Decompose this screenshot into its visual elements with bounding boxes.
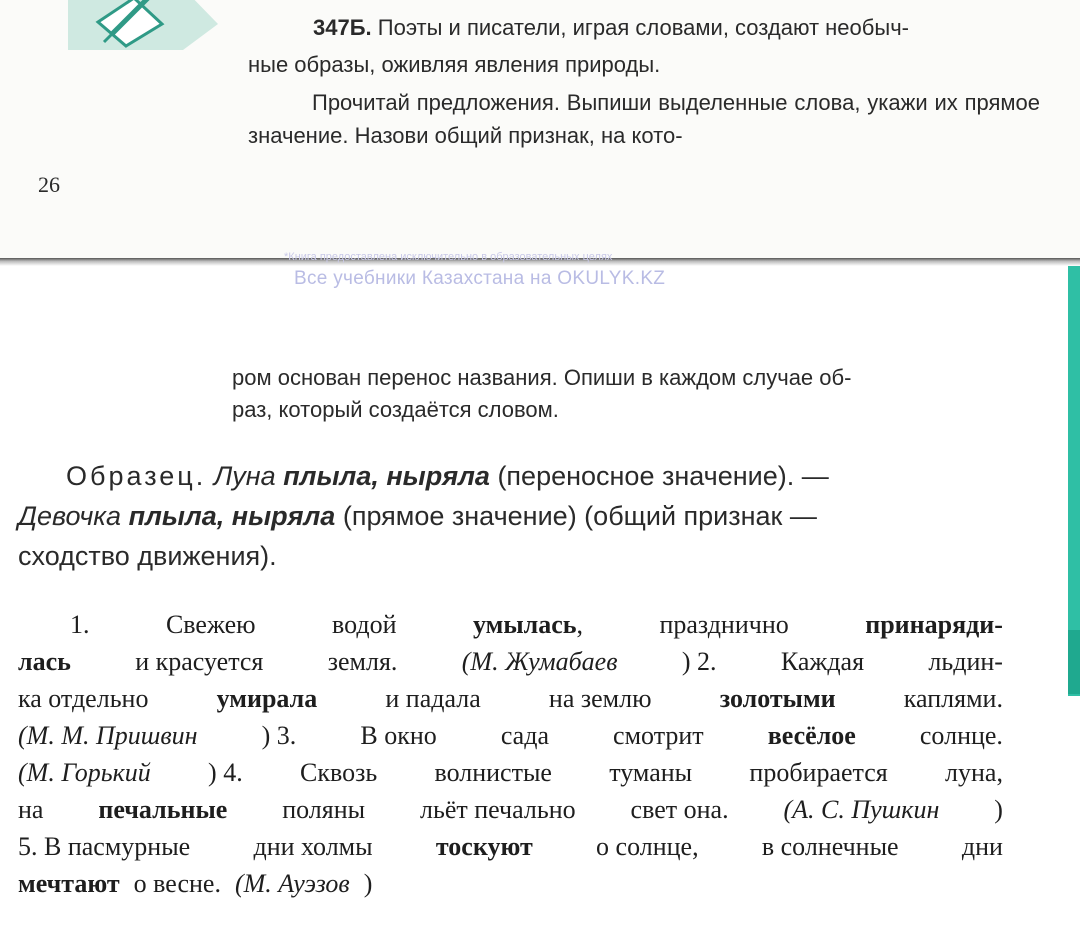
text-span: дни <box>961 832 1003 861</box>
sample-line-2 <box>18 496 1018 536</box>
text-span: солнце. <box>919 721 1003 750</box>
sample-rest-2: (прямое значение) (общий признак — <box>342 501 817 531</box>
bold-word: умирала <box>216 684 318 713</box>
text-span: 1. <box>70 610 90 639</box>
page-number: 26 <box>38 172 60 197</box>
watermark-link[interactable]: Все учебники Казахстана на OKULYK.KZ <box>294 268 666 289</box>
pencil-badge-icon <box>68 0 218 50</box>
text-span: льдин- <box>928 647 1003 676</box>
continuation-line-2: раз, который создаётся словом. <box>232 397 559 422</box>
bold-word: принаряди- <box>865 610 1003 639</box>
watermark-small: *Книга предоставлена исключительно в образовательных целях <box>284 251 613 263</box>
text-span: на землю <box>548 684 652 713</box>
sentence-line <box>18 717 1003 754</box>
continuation-text <box>232 362 1022 426</box>
text-span: луна, <box>945 758 1003 787</box>
text-span: В окно <box>360 721 437 750</box>
text-span: ) 4. <box>208 758 243 787</box>
sentence-line <box>18 680 1003 717</box>
text-span: о солнце, <box>596 832 699 861</box>
sentence-line <box>18 606 1003 643</box>
text-span: на <box>18 795 44 824</box>
sentence-line <box>18 865 1003 902</box>
bold-word: тоскуют <box>435 832 533 861</box>
previous-page <box>0 0 1080 262</box>
text-span <box>473 606 583 643</box>
text-span: водой <box>332 610 397 639</box>
author-name: (М. М. Пришвин <box>18 721 198 750</box>
bold-word: лась <box>18 647 71 676</box>
sentence-line <box>18 828 1003 865</box>
sample-block <box>18 456 1018 576</box>
sample-label: Образец. <box>66 461 207 491</box>
exercise-line-3: Прочитай предложения. Выпиши выделенные слова, укажи их прямое значение. Назови общий признак, на кото- <box>248 90 1040 148</box>
text-span: , <box>576 610 583 639</box>
bold-word: мечтают <box>18 869 120 898</box>
exercise-line-2: ные образы, оживляя явления природы. <box>248 52 661 77</box>
continuation-line-1: ром основан перенос названия. Опиши в каждом случае об- <box>232 365 852 390</box>
author-name: (М. Жумабаев <box>461 647 618 676</box>
text-span: каплями. <box>903 684 1003 713</box>
text-span: ) <box>363 869 373 898</box>
text-span: празднично <box>659 610 789 639</box>
text-span: сада <box>500 721 549 750</box>
text-span: ) <box>994 795 1003 824</box>
sample-line-3: сходство движения). <box>18 541 277 571</box>
sample-bold-2: плыла, ныряла <box>128 501 336 531</box>
text-span: и красуется <box>135 647 264 676</box>
sentence-line <box>18 754 1003 791</box>
exercise-number: 347Б. <box>313 15 372 40</box>
sentences-block <box>18 606 1003 902</box>
sample-subject-2: Девочка <box>18 501 122 531</box>
text-span: туманы <box>609 758 693 787</box>
text-span: в солнечные <box>761 832 899 861</box>
text-span: и падала <box>385 684 481 713</box>
text-span: свет она. <box>630 795 729 824</box>
text-span: ) 3. <box>261 721 297 750</box>
text-span: волнистые <box>434 758 552 787</box>
text-span: дни холмы <box>253 832 373 861</box>
text-span: Свежею <box>165 610 256 639</box>
sentence-line <box>18 791 1003 828</box>
exercise-header <box>313 14 909 42</box>
text-span: Сквозь <box>300 758 378 787</box>
text-span: ) 2. <box>681 647 717 676</box>
text-span: 5. В пасмурные <box>18 832 191 861</box>
text-span: поляны <box>282 795 366 824</box>
author-name: (М. Горький <box>18 758 151 787</box>
text-span: о весне. <box>133 869 221 898</box>
text-span: земля. <box>327 647 398 676</box>
sample-rest-1: (переносное значение). — <box>497 461 829 491</box>
bold-word: печальные <box>98 795 228 824</box>
sentence-line <box>18 643 1003 680</box>
text-span: смотрит <box>613 721 704 750</box>
bold-word: золотыми <box>719 684 836 713</box>
text-span: ка отдельно <box>18 684 149 713</box>
author-name: (М. Ауэзов <box>234 869 350 898</box>
sample-subject-1: Луна <box>213 461 276 491</box>
text-span: пробирается <box>749 758 888 787</box>
author-name: (А. С. Пушкин <box>783 795 940 824</box>
text-span: льёт печально <box>420 795 576 824</box>
bold-word: умылась <box>472 610 577 639</box>
text-span: Каждая <box>780 647 865 676</box>
exercise-line-1: Поэты и писатели, играя словами, создают необыч- <box>377 15 909 40</box>
bold-word: весёлое <box>767 721 856 750</box>
sample-bold-1: плыла, ныряла <box>283 461 490 491</box>
sample-line-1 <box>18 456 1018 496</box>
page-edge-tab <box>1068 630 1080 694</box>
